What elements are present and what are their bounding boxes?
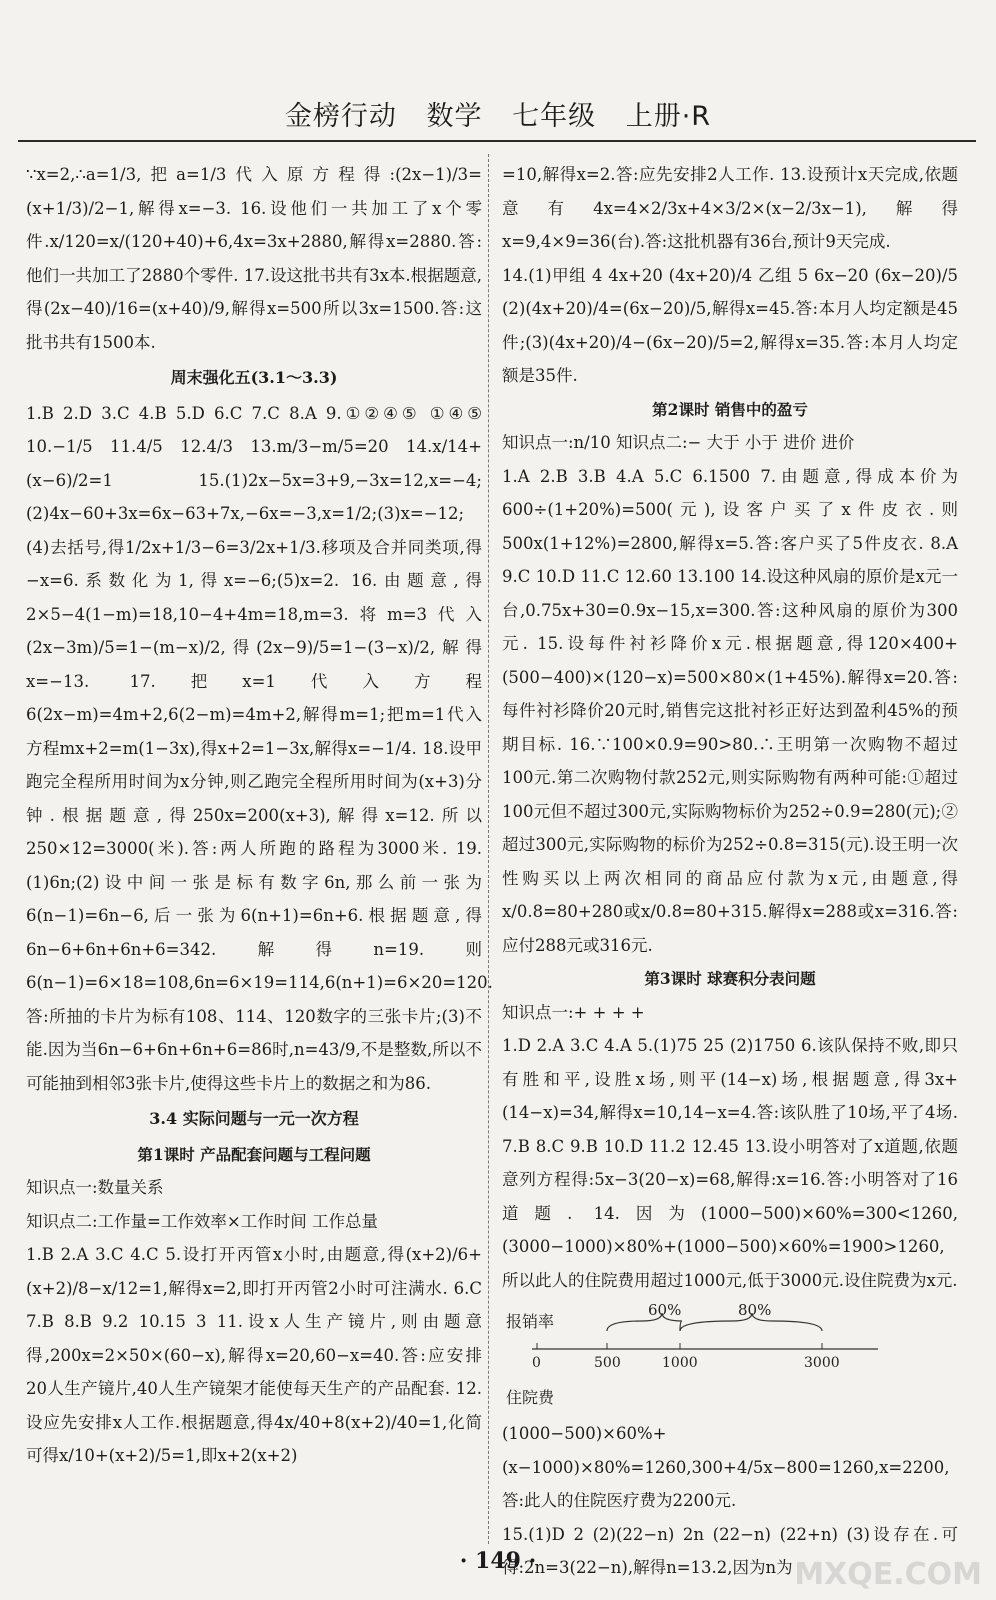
paragraph: 知识点一:数量关系 xyxy=(26,1178,164,1197)
rate-60-label: 60% xyxy=(648,1303,682,1319)
grade-title: 七年级 xyxy=(512,101,597,132)
page-number: · 149 · xyxy=(459,1548,537,1574)
subject-title: 数学 xyxy=(426,101,483,132)
paragraph: 14.(1)甲组 4 4x+20 (4x+20)/4 乙组 5 6x−20 (6x−20)/5 (2)(4x+20)/4=(6x−20)/5,解得x=45.答:本月人均定额是45件;(3)(4x+20)/4−(6x−20)/5=2,解得x=35.答:本月人均定额是35件. xyxy=(502,265,958,385)
paragraph: ∵x=2,∴a=1/3,把a=1/3代入原方程得:(2x−1)/3=(x+1/3)/2−1,解得x=−3. 16.设他们一共加工了x个零件.x/120=x/(120+40)+6,4x=3x+2880,解得x=2880.答:他们一共加工了2880个零件. 17.设这批书共有3x本.根据题意,得(2x−40)/16=(x+40)/9,解得x=500所以3x=1500.答:这批书共有1500本. xyxy=(26,165,482,352)
paragraph: =10,解得x=2.答:应先安排2人工作. 13.设预计x天完成,依题意有4x=4×2/3x+4×3/2×(x−2/3x−1),解得x=9,4×9=36(台).答:这批机器有36台,预计9天完成. xyxy=(502,165,958,251)
reimbursement-diagram xyxy=(502,1303,958,1413)
reimbursement-diagram-svg xyxy=(502,1303,942,1413)
paragraph: 知识点二:工作量=工作效率×工作时间 工作总量 xyxy=(26,1211,378,1231)
section-heading: 第3课时 球赛积分表问题 xyxy=(644,969,816,988)
paragraph: 知识点一:+ + + + xyxy=(502,1002,645,1022)
rate-80-label: 80% xyxy=(738,1303,772,1319)
right-column xyxy=(502,158,958,1585)
section-heading: 周末强化五(3.1～3.3) xyxy=(170,368,338,387)
paragraph: 知识点一:n/10 知识点二:− 大于 小于 进价 进价 xyxy=(502,433,855,452)
paragraph: 1.A 2.B 3.B 4.A 5.C 6.1500 7.由题意,得成本价为600÷(1+20%)=500(元),设客户买了x件皮衣.则500x(1+12%)=2800,解得x=5.答:客户买了5件皮衣. 8.A 9.C 10.D 11.C 12.60 13.100 14.设这种风扇的原价是x元一台,0.75x+30=0.9x−15,x=300.答:这种风扇的原价为300元. 15.设每件衬衫降价x元.根据题意,得120×400+(500−400)×(120−x)=500×80×(1+45%).解得x=20.答:每件衬衫降价20元时,销售完这批衬衫正好达到盈利45%的预期目标. 16.∵100×0.9=90>80.∴王明第一次购物不超过100元.第二次购物付款252元,则实际购物有两种可能:①超过100元但不超过300元,实际购物标价为252÷0.9=280(元);②超过300元,实际购物的标价为252÷0.8=315(元).设王明一次性购买以上两次相同的商品应付款为x元,由题意,得x/0.8=80+280或x/0.8=80+315.解得x=288或x=316.答:应付288元或316元. xyxy=(502,466,958,955)
tick-label-1000: 1000 xyxy=(662,1355,698,1371)
paragraph: 1.B 2.A 3.C 4.C 5.设打开丙管x小时,由题意,得(x+2)/6+(x+2)/8−x/12=1,解得x=2,即打开丙管2小时可注满水. 6.C 7.B 8.B 9.2 10.15 3 11.设x人生产镜片,则由题意得,200x=2×50×(60−x),解得x=20,60−x=40.答:应安排20人生产镜片,40人生产镜架才能使每天生产的产品配套. 12.设应先安排x人工作.根据题意,得4x/40+8(x+2)/40=1,化简可得x/10+(x+2)/5=1,即x+2(x+2) xyxy=(26,1245,482,1465)
tick-label-500: 500 xyxy=(594,1355,621,1371)
paragraph: (1000−500)×60%+(x−1000)×80%=1260,300+4/5x−800=1260,x=2200,答:此人的住院医疗费为2200元. xyxy=(502,1424,950,1510)
section-heading: 第2课时 销售中的盈亏 xyxy=(652,399,808,419)
series-title: 金榜行动 xyxy=(284,101,397,132)
site-watermark: MXQE.COM xyxy=(794,1557,982,1592)
header-rule xyxy=(18,140,976,142)
section-heading: 第1课时 产品配套问题与工程问题 xyxy=(137,1144,371,1164)
paragraph: 1.D 2.A 3.C 4.A 5.(1)75 25 (2)1750 6.该队保持不败,即只有胜和平,设胜x场,则平(14−x)场,根据题意,得3x+(14−x)=34,解得x=10,14−x=4.答:该队胜了10场,平了4场. 7.B 8.C 9.B 10.D 11.2 12.45 13.设小明答对了x道题,依题意列方程得:5x−3(20−x)=68,解得:x=16.答:小明答对了16道题. 14.因为(1000−500)×60%=300<1260,(3000−1000)×80%+(1000−500)×60%=1900>1260,所以此人的住院费用超过1000元,低于3000元.设住院费为x元. xyxy=(502,1036,958,1290)
paragraph: 1.B 2.D 3.C 4.B 5.D 6.C 7.C 8.A 9.①②④⑤ ①④⑤ 10.−1/5 11.4/5 12.4/3 13.m/3−m/5=20 14.x/14+(x−6)/2=1 15.(1)2x−5x=3+9,−3x=12,x=−4;(2)4x−60+3x=6x−63+7x,−6x=−3,x=1/2;(3)x=−12;(4)去括号,得1/2x+1/3−6=3/2x+1/3.移项及合并同类项,得−x=6.系数化为1,得x=−6;(5)x=2. 16.由题意,得2×5−4(1−m)=18,10−4+4m=18,m=3.将m=3代入(2x−3m)/5=1−(m−x)/2,得(2x−9)/5=1−(3−x)/2,解得x=−13. 17.把x=1代入方程6(2x−m)=4m+2,6(2−m)=4m+2,解得m=1;把m=1代入方程mx+2=m(1−3x),得x+2=1−3x,解得x=−1/4. 18.设甲跑完全程所用时间为x分钟,则乙跑完全程所用时间为(x+3)分钟.根据题意,得250x=200(x+3),解得x=12.所以250×12=3000(米).答:两人所跑的路程为3000米. 19.(1)6n;(2)设中间一张是标有数字6n,那么前一张为6(n−1)=6n−6,后一张为6(n+1)=6n+6.根据题意,得6n−6+6n+6n+6=342.解得n=19.则6(n−1)=6×18=108,6n=6×19=114,6(n+1)=6×20=120.答:所抽的卡片为标有108、114、120数字的三张卡片;(3)不能.因为当6n−6+6n+6n+6=86时,n=43/9,不是整数,所以不可能抽到相邻3张卡片,使得这些卡片上的数据之和为86. xyxy=(26,403,493,1093)
paragraph: 15.(1)D 2 (2)(22−n) 2n (22−n) (22+n) (3)设存在.可得:2n=3(22−n),解得n=13.2,因为n为 xyxy=(502,1524,958,1577)
page-header xyxy=(0,94,996,133)
diagram-top-label: 报销率 xyxy=(506,1312,555,1331)
section-heading: 3.4 实际问题与一元一次方程 xyxy=(149,1109,359,1128)
tick-label-0: 0 xyxy=(532,1355,541,1371)
volume-title: 上册·R xyxy=(625,101,712,132)
tick-label-3000: 3000 xyxy=(804,1355,840,1371)
column-separator xyxy=(488,154,489,1544)
diagram-bottom-label: 住院费 xyxy=(506,1388,555,1407)
left-column xyxy=(26,158,493,1473)
